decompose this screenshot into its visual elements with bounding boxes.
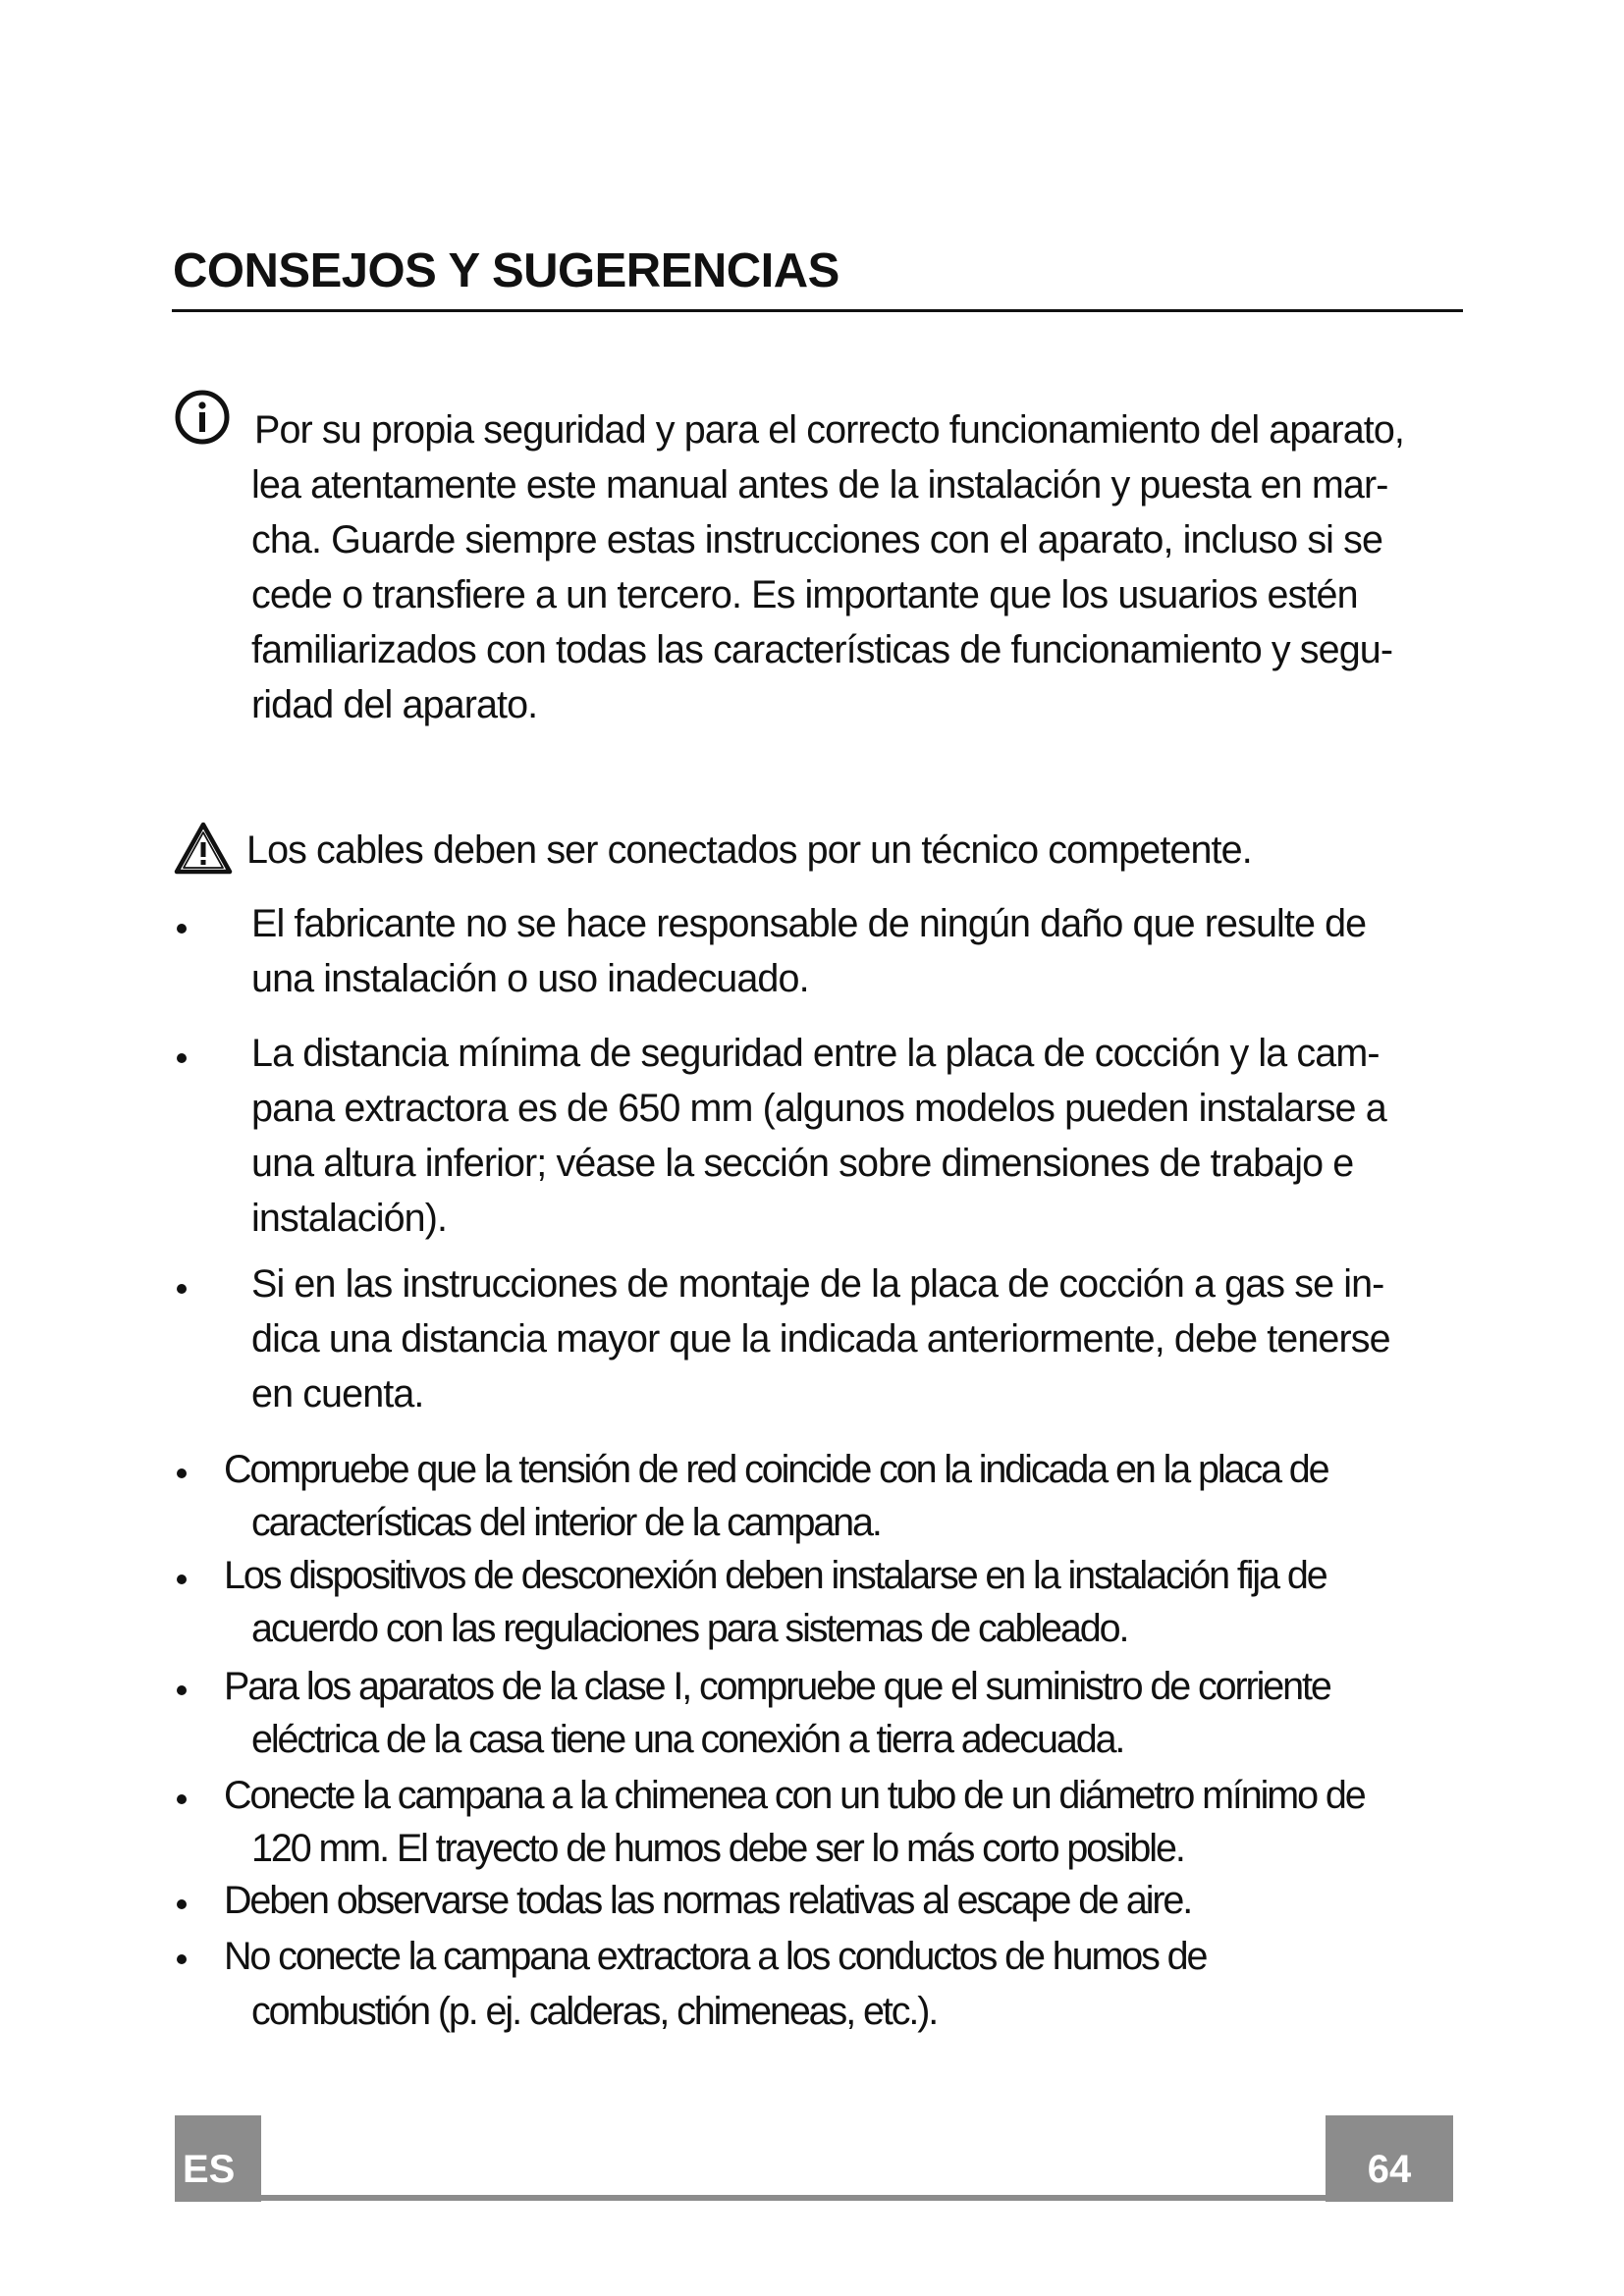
bullet-dot [177,1284,187,1294]
intro-line: familiarizados con todas las características de funcionamiento y segu- [251,628,1393,671]
list-item-line: pana extractora es de 650 mm (algunos modelos pueden instalarse a [251,1087,1386,1130]
title-underline [172,309,1463,312]
list-item-line: una instalación o uso inadecuado. [251,957,809,1000]
footer-rule [261,2195,1326,2201]
list-item [224,1874,1191,1927]
list-item-line: dica una distancia mayor que la indicada anteriormente, debe tenerse [251,1317,1390,1361]
list-item-line: La distancia mínima de seguridad entre la placa de cocción y la cam- [251,1032,1380,1075]
list-item-line: eléctrica de la casa tiene una conexión a tierra adecuada. [251,1718,1124,1761]
bullet-dot [177,1954,187,1964]
list-item-line: Los dispositivos de desconexión deben instalarse en la instalación fija de [224,1554,1326,1597]
list-item-line: una altura inferior; véase la sección sobre dimensiones de trabajo e [251,1142,1354,1185]
list-item-line: Deben observarse todas las normas relativas al escape de aire. [224,1879,1192,1922]
list-item-line: acuerdo con las regulaciones para sistemas de cableado. [251,1607,1128,1650]
list-item [251,896,1366,1006]
list-item [224,1443,1328,1549]
list-item-line: en cuenta. [251,1372,424,1415]
list-item [224,1549,1326,1655]
warning-text: Los cables deben ser conectados por un técnico competente. [246,828,1252,872]
list-item-line: características del interior de la campana. [251,1501,881,1544]
intro-line: Por su propia seguridad y para el correcto funcionamiento del aparato, [254,408,1405,452]
list-item-line: Si en las instrucciones de montaje de la placa de cocción a gas se in- [251,1262,1384,1306]
bullet-dot [177,1685,187,1695]
list-item-line: instalación). [251,1197,448,1240]
bullet-dot [177,1468,187,1478]
list-item [224,1769,1365,1875]
page-number: 64 [1326,2115,1453,2202]
intro-line: cha. Guarde siempre estas instrucciones con el aparato, incluso si se [251,518,1383,561]
bullet-dot [177,1794,187,1804]
bullet-dot [177,1575,187,1584]
bullet-dot [177,1899,187,1909]
list-item [251,1026,1386,1246]
list-item-line: Para los aparatos de la clase I, compruebe que el suministro de corriente [224,1665,1330,1708]
list-item [224,1660,1330,1766]
intro-paragraph [251,402,1404,732]
intro-line: ridad del aparato. [251,683,538,726]
list-item [224,1929,1206,2039]
list-item-line: Compruebe que la tensión de red coincide con la indicada en la placa de [224,1448,1328,1491]
info-icon [174,389,231,446]
intro-line: cede o transfiere a un tercero. Es importante que los usuarios estén [251,573,1358,616]
list-item-line: combustión (p. ej. calderas, chimeneas, etc.). [251,1990,938,2033]
list-item-line: El fabricante no se hace responsable de ningún daño que resulte de [251,902,1367,945]
bullet-dot [177,1053,187,1063]
list-item-line: 120 mm. El trayecto de humos debe ser lo más corto posible. [251,1827,1184,1870]
list-item-line: Conecte la campana a la chimenea con un tubo de un diámetro mínimo de [224,1774,1365,1817]
list-item [251,1256,1390,1421]
language-tab: ES [175,2115,261,2202]
list-item-line: No conecte la campana extractora a los conductos de humos de [224,1935,1207,1978]
bullet-dot [177,924,187,934]
page-title: CONSEJOS Y SUGERENCIAS [173,244,839,297]
intro-line: lea atentamente este manual antes de la instalación y puesta en mar- [251,463,1388,507]
warning-triangle-icon [173,821,234,876]
